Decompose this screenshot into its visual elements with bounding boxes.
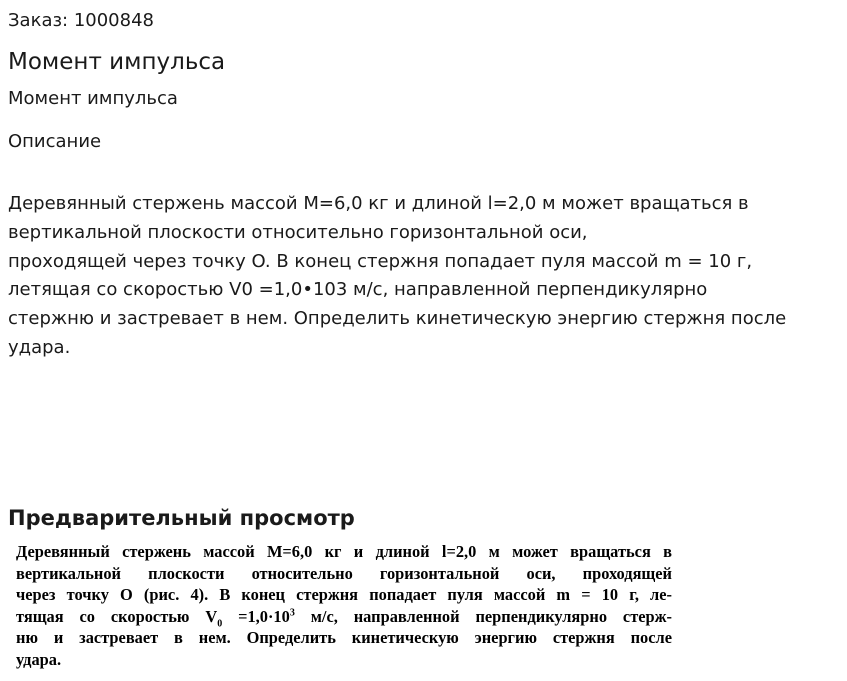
preview-text: тящая со скоростью V xyxy=(16,606,218,626)
preview-line: ню и застревает в нем. Определить кинетическую энергию стержня после xyxy=(16,628,672,647)
description-line: вертикальной плоскости относительно горизонтальной оси, xyxy=(8,221,588,243)
preview-subscript: 0 xyxy=(217,617,223,629)
description-line: стержню и застревает в нем. Определить кинетическую энергию стержня после xyxy=(8,308,787,330)
preview-superscript: 3 xyxy=(289,607,295,619)
description-text xyxy=(8,190,838,363)
description-heading: Описание xyxy=(8,131,102,152)
description-line: летящая со скоростью V0 =1,0•103 м/с, направленной перпендикулярно xyxy=(8,279,708,301)
preview-heading: Предварительный просмотр xyxy=(8,506,355,530)
preview-line: Деревянный стержень массой M=6,0 кг и длиной l=2,0 м может вращаться в xyxy=(16,542,672,561)
description-line: проходящей через точку O. В конец стержня попадает пуля массой m = 10 г, xyxy=(8,250,753,272)
preview-image xyxy=(16,541,672,670)
description-line: Деревянный стержень массой M=6,0 кг и длиной l=2,0 м может вращаться в xyxy=(8,193,749,214)
page-title: Момент импульса xyxy=(8,49,226,75)
preview-line: вертикальной плоскости относительно горизонтальной оси, проходящей xyxy=(16,563,672,583)
preview-line: через точку О (рис. 4). В конец стержня попадает пуля массой m = 10 г, ле- xyxy=(16,585,672,604)
preview-text: м/с, направленной перпендикулярно стерж- xyxy=(294,606,672,626)
order-number: Заказ: 1000848 xyxy=(8,10,154,31)
page-subtitle: Момент импульса xyxy=(8,88,178,109)
preview-text: =1,0·10 xyxy=(222,606,290,626)
description-line: удара. xyxy=(8,336,71,358)
preview-line xyxy=(16,606,672,628)
preview-line: удара. xyxy=(16,649,62,669)
